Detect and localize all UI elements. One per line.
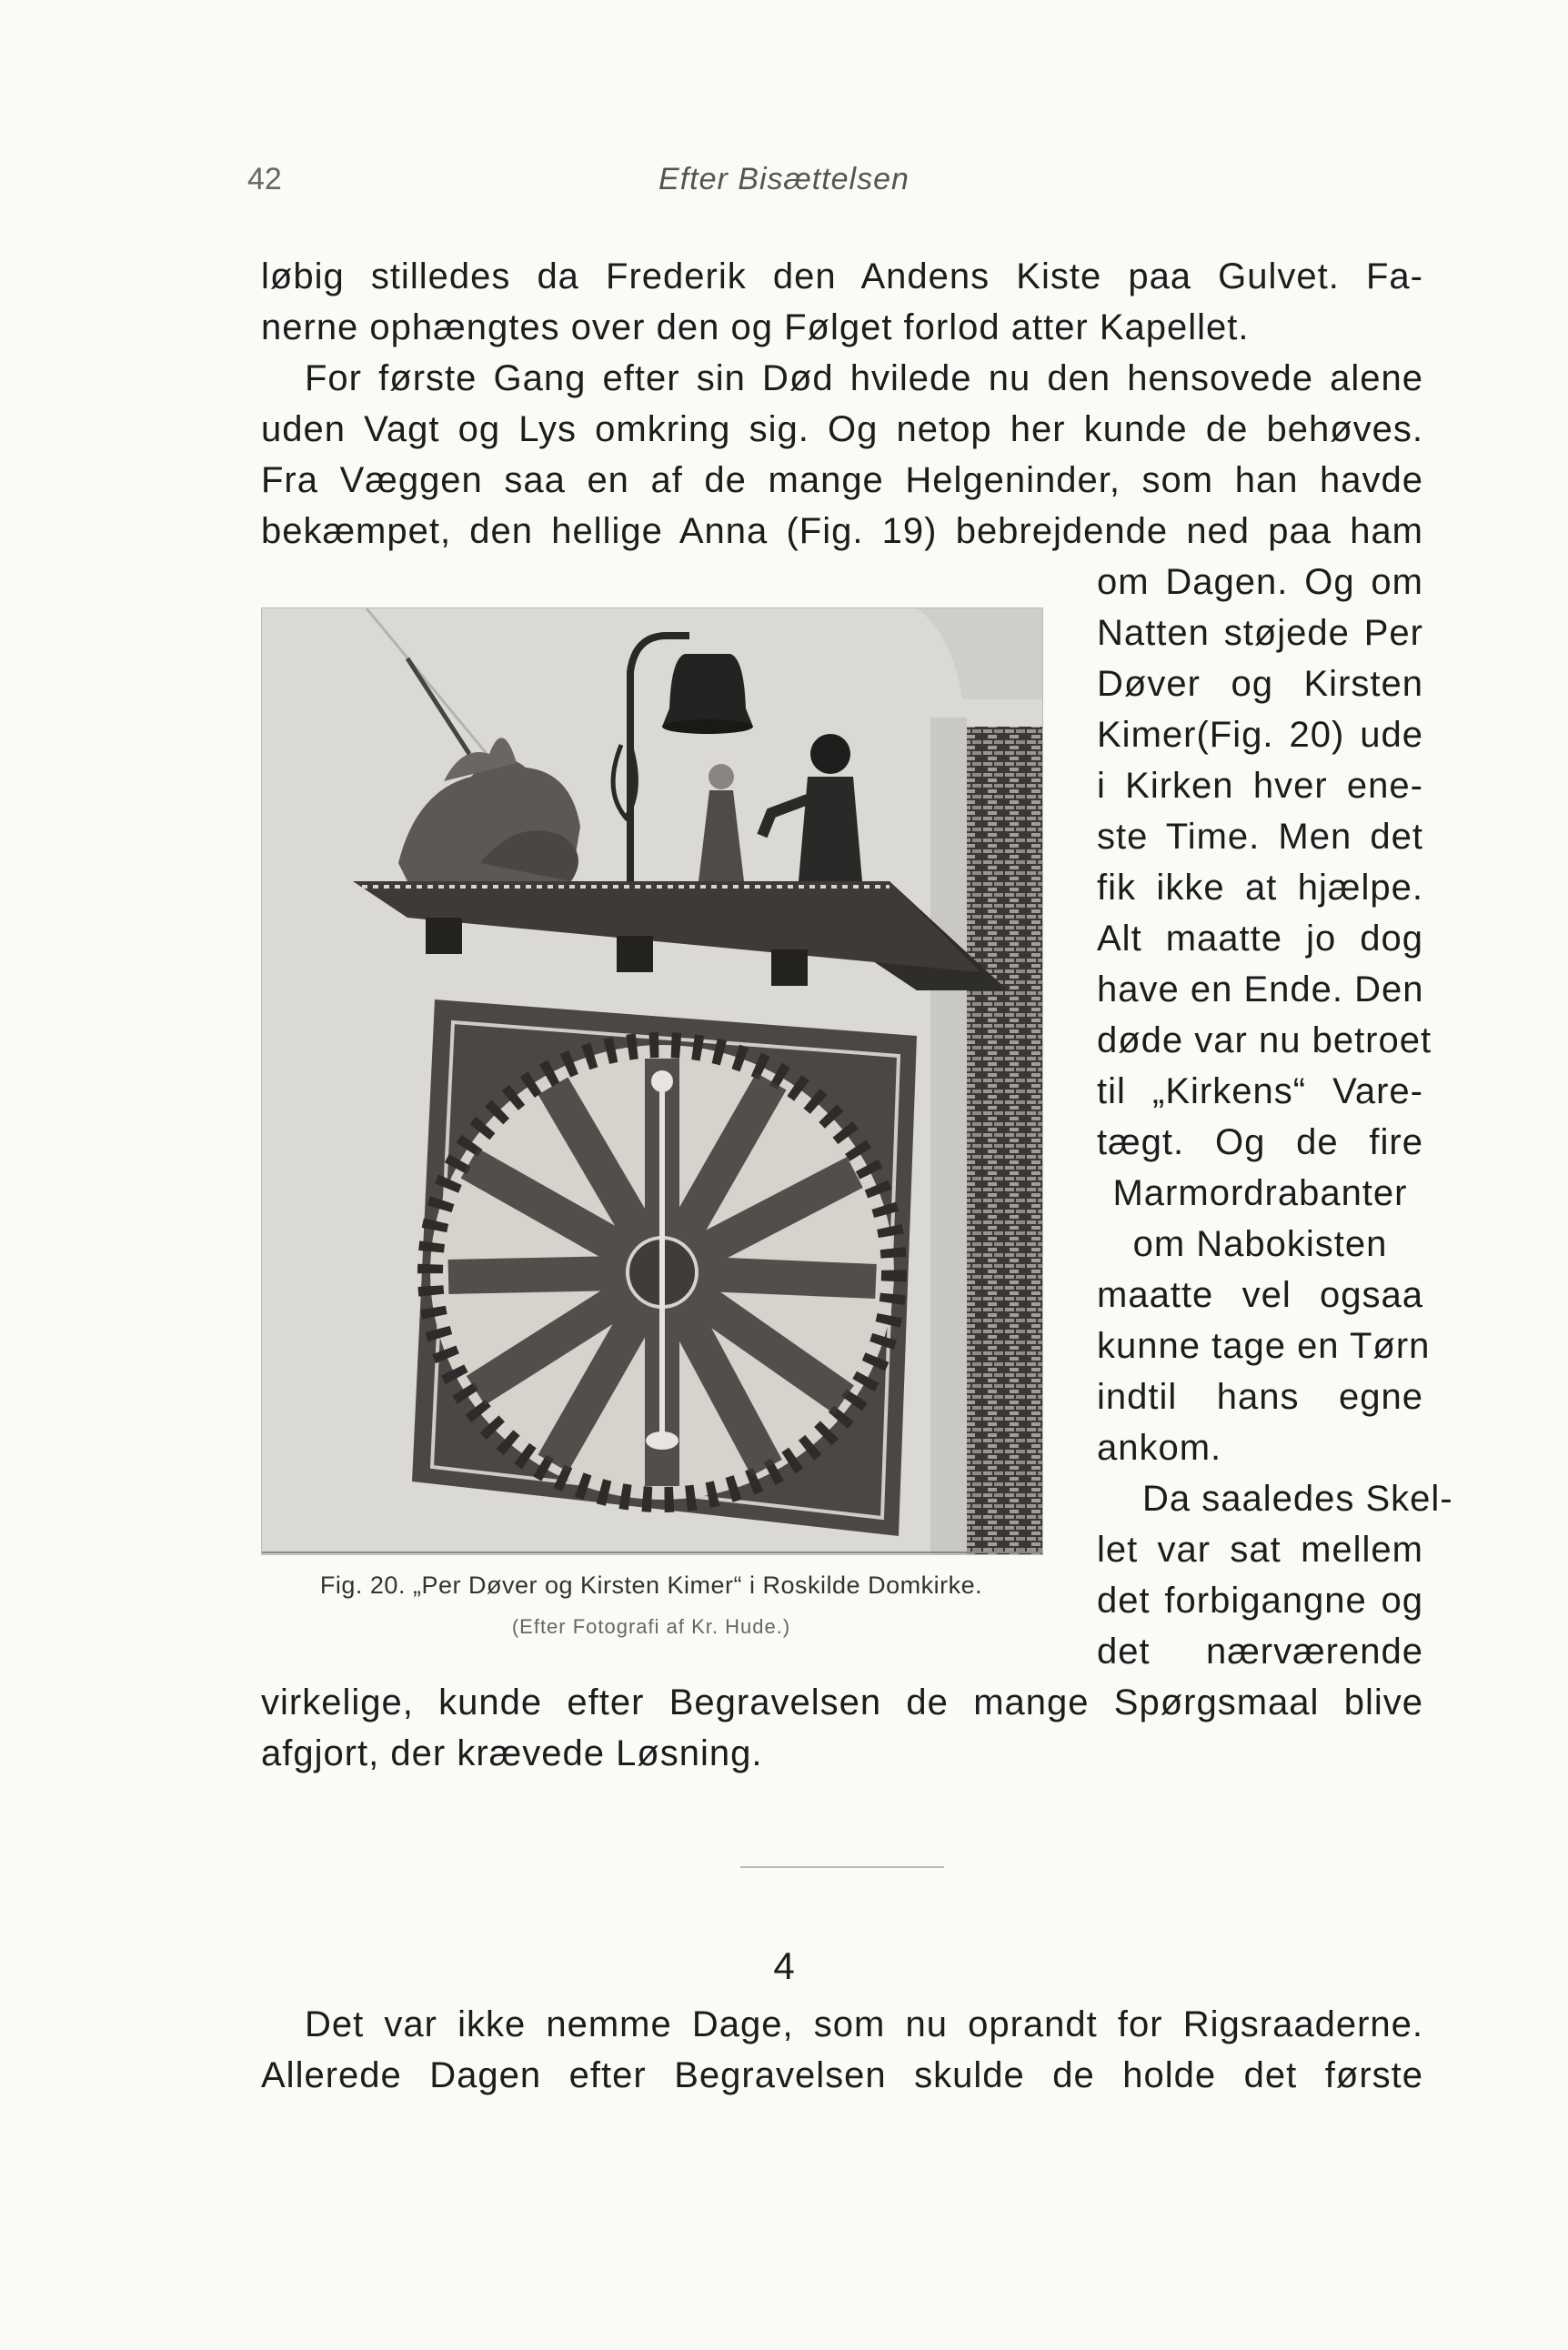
- wrap-line: om Dagen. Og om: [1097, 562, 1423, 602]
- wrap-line: ankom.: [1097, 1428, 1222, 1468]
- text-line: virkelige, kunde efter Begravelsen de mange Spørgsmaal blive: [261, 1682, 1423, 1722]
- clock-illustration: [262, 608, 1042, 1554]
- text-line: Det var ikke nemme Dage, som nu oprandt for Rigsraaderne.: [305, 2004, 1423, 2044]
- page-number: 42: [247, 162, 282, 196]
- text-line: nerne ophængtes over den og Følget forlod atter Kapellet.: [261, 307, 1250, 347]
- wrap-line: maatte vel ogsaa: [1097, 1275, 1423, 1315]
- wrap-line: Marmordrabanter: [1112, 1173, 1408, 1213]
- wrap-line: tægt. Og de fire: [1097, 1122, 1423, 1162]
- text-line: bekæmpet, den hellige Anna (Fig. 19) bebrejdende ned paa ham: [261, 511, 1423, 551]
- wrap-line: kunne tage en Tørn: [1097, 1326, 1431, 1366]
- wrap-line: Døver og Kirsten: [1097, 664, 1423, 704]
- text-line: uden Vagt og Lys omkring sig. Og netop her kunde de behøves.: [261, 409, 1423, 449]
- wrap-line: døde var nu betroet: [1097, 1020, 1432, 1060]
- running-title: Efter Bisættelsen: [658, 162, 910, 196]
- wrap-line: det forbigangne og: [1097, 1581, 1423, 1621]
- wrap-line: Natten støjede Per: [1097, 613, 1423, 653]
- wrap-line: i Kirken hver ene-: [1097, 766, 1423, 806]
- figure-caption: Fig. 20. „Per Døver og Kirsten Kimer“ i Roskilde Domkirke.: [319, 1572, 983, 1599]
- wrap-line: fik ikke at hjælpe.: [1097, 868, 1423, 908]
- clock-face: [412, 999, 917, 1536]
- wrap-line: Da saaledes Skel-: [1142, 1479, 1453, 1519]
- wrap-line: have en Ende. Den: [1097, 969, 1424, 1009]
- wrap-line: Alt maatte jo dog: [1097, 919, 1423, 959]
- section-number: 4: [773, 1944, 795, 1987]
- text-line: For første Gang efter sin Død hvilede nu den hensovede alene: [305, 358, 1423, 398]
- wrap-line: let var sat mellem: [1097, 1530, 1423, 1570]
- wrap-line: det nærværende: [1097, 1632, 1423, 1672]
- wrap-line: ste Time. Men det: [1097, 817, 1423, 857]
- wrap-line: om Nabokisten: [1132, 1224, 1388, 1264]
- wrap-line: Kimer(Fig. 20) ude: [1097, 715, 1423, 755]
- figure-credit: (Efter Fotografi af Kr. Hude.): [511, 1615, 791, 1638]
- text-line: afgjort, der krævede Løsning.: [261, 1733, 763, 1773]
- clock-photograph: [261, 608, 1043, 1555]
- text-line: Allerede Dagen efter Begravelsen skulde de holde det første: [261, 2055, 1423, 2095]
- section-separator: [740, 1866, 944, 1868]
- wrap-line: indtil hans egne: [1097, 1377, 1423, 1417]
- text-line: løbig stilledes da Frederik den Andens Kiste paa Gulvet. Fa-: [261, 256, 1423, 296]
- text-line: Fra Væggen saa en af de mange Helgeninder, som han havde: [261, 460, 1423, 500]
- wrap-line: til „Kirkens“ Vare-: [1097, 1071, 1423, 1111]
